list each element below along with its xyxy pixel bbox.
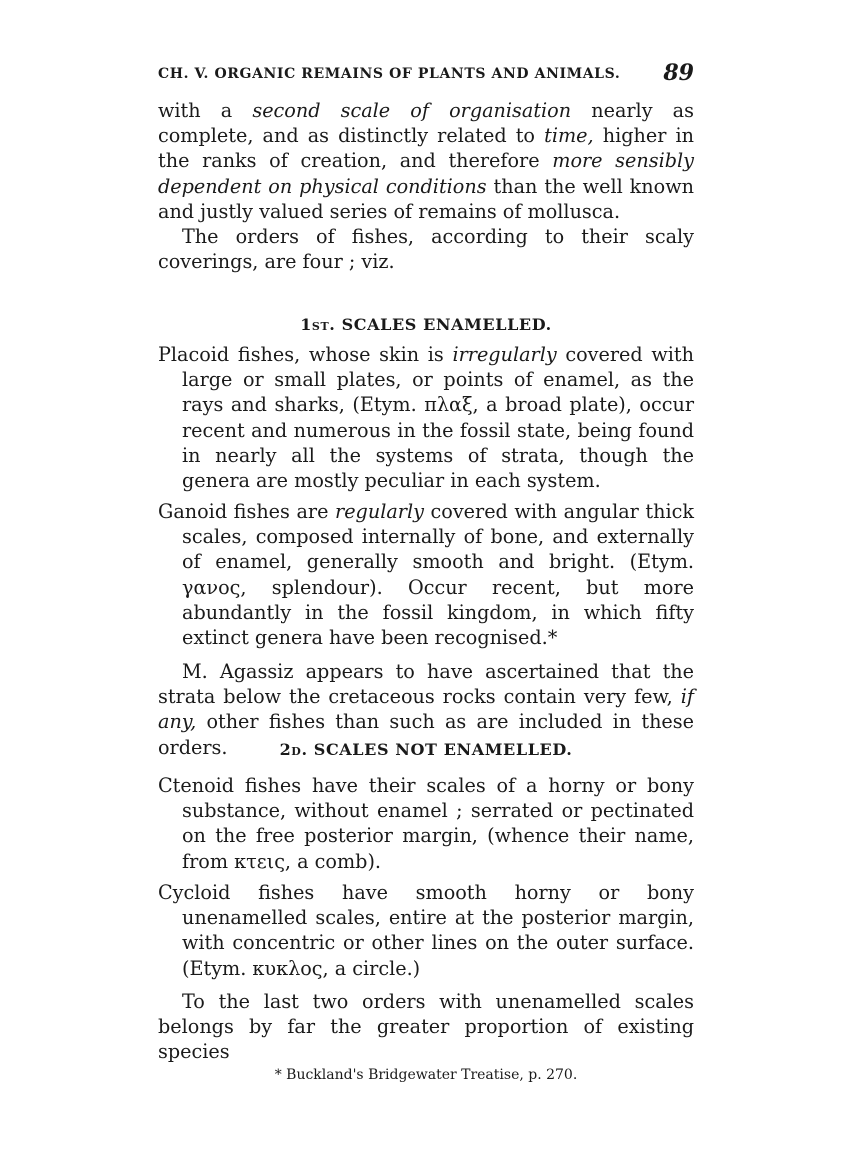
entry-ctenoid: Ctenoid fishes have their scales of a horny or bony substance, without enamel ; serrated or pectinated on the free posterior margin, (whence their name, from κτεις, a comb). <box>158 774 694 873</box>
entry-placoid: Placoid fishes, whose skin is irregularly covered with large or small plates, or points of enamel, as the rays and sharks, (Etym. πλαξ, a broad plate), occur recent and numerous in the fossil state, being found in nearly all the systems of strata, though the genera are mostly peculiar in each system. <box>158 343 694 493</box>
emphasis: second scale of organisation <box>252 99 572 122</box>
emphasis: more sensibly dependent on physical conditions <box>158 149 694 198</box>
emphasis: time, <box>544 124 594 148</box>
emphasis: if any, <box>158 685 694 734</box>
paragraph-agassiz: M. Agassiz appears to have ascertained that the strata below the cretaceous rocks contain very few, if any, other fishes than such as are included in these orders. <box>158 660 694 759</box>
footnote: * Buckland's Bridgewater Treatise, p. 270. <box>274 1067 578 1083</box>
page-number: 89 <box>663 60 694 86</box>
entry-cycloid: Cycloid fishes have smooth horny or bony unenamelled scales, entire at the posterior margin, with concentric or other lines on the outer surface. (Etym. κυκλος, a circle.) <box>158 881 694 980</box>
paragraph-closing: To the last two orders with unenamelled scales belongs by far the greater proportion of existing species <box>158 990 694 1064</box>
page-body <box>158 98 694 1065</box>
paragraph-orders: The orders of fishes, according to their scaly coverings, are four ; viz. <box>158 225 694 274</box>
running-title: CH. V. ORGANIC REMAINS OF PLANTS AND ANIMALS. <box>158 66 621 82</box>
emphasis: irregularly <box>452 343 557 366</box>
emphasis: regularly <box>335 500 424 523</box>
section-heading-not-enamelled: 2d. SCALES NOT ENAMELLED. <box>279 740 573 759</box>
entry-ganoid: Ganoid fishes are regularly covered with angular thick scales, composed internally of bone, and externally of enamel, generally smooth and bright. (Etym. γανος, splendour). Occur recent, but more abundantly in the fossil kingdom, in which fifty extinct genera have been recognised.* <box>158 500 694 650</box>
running-header <box>158 60 694 86</box>
paragraph-intro: with a second scale of organisation nearly as complete, and as distinctly related to time, higher in the ranks of creation, and therefore more sensibly dependent on physical conditions than the well known and justly valued series of remains of mollusca. <box>158 99 695 223</box>
section-heading-enamelled: 1st. SCALES ENAMELLED. <box>300 315 552 334</box>
